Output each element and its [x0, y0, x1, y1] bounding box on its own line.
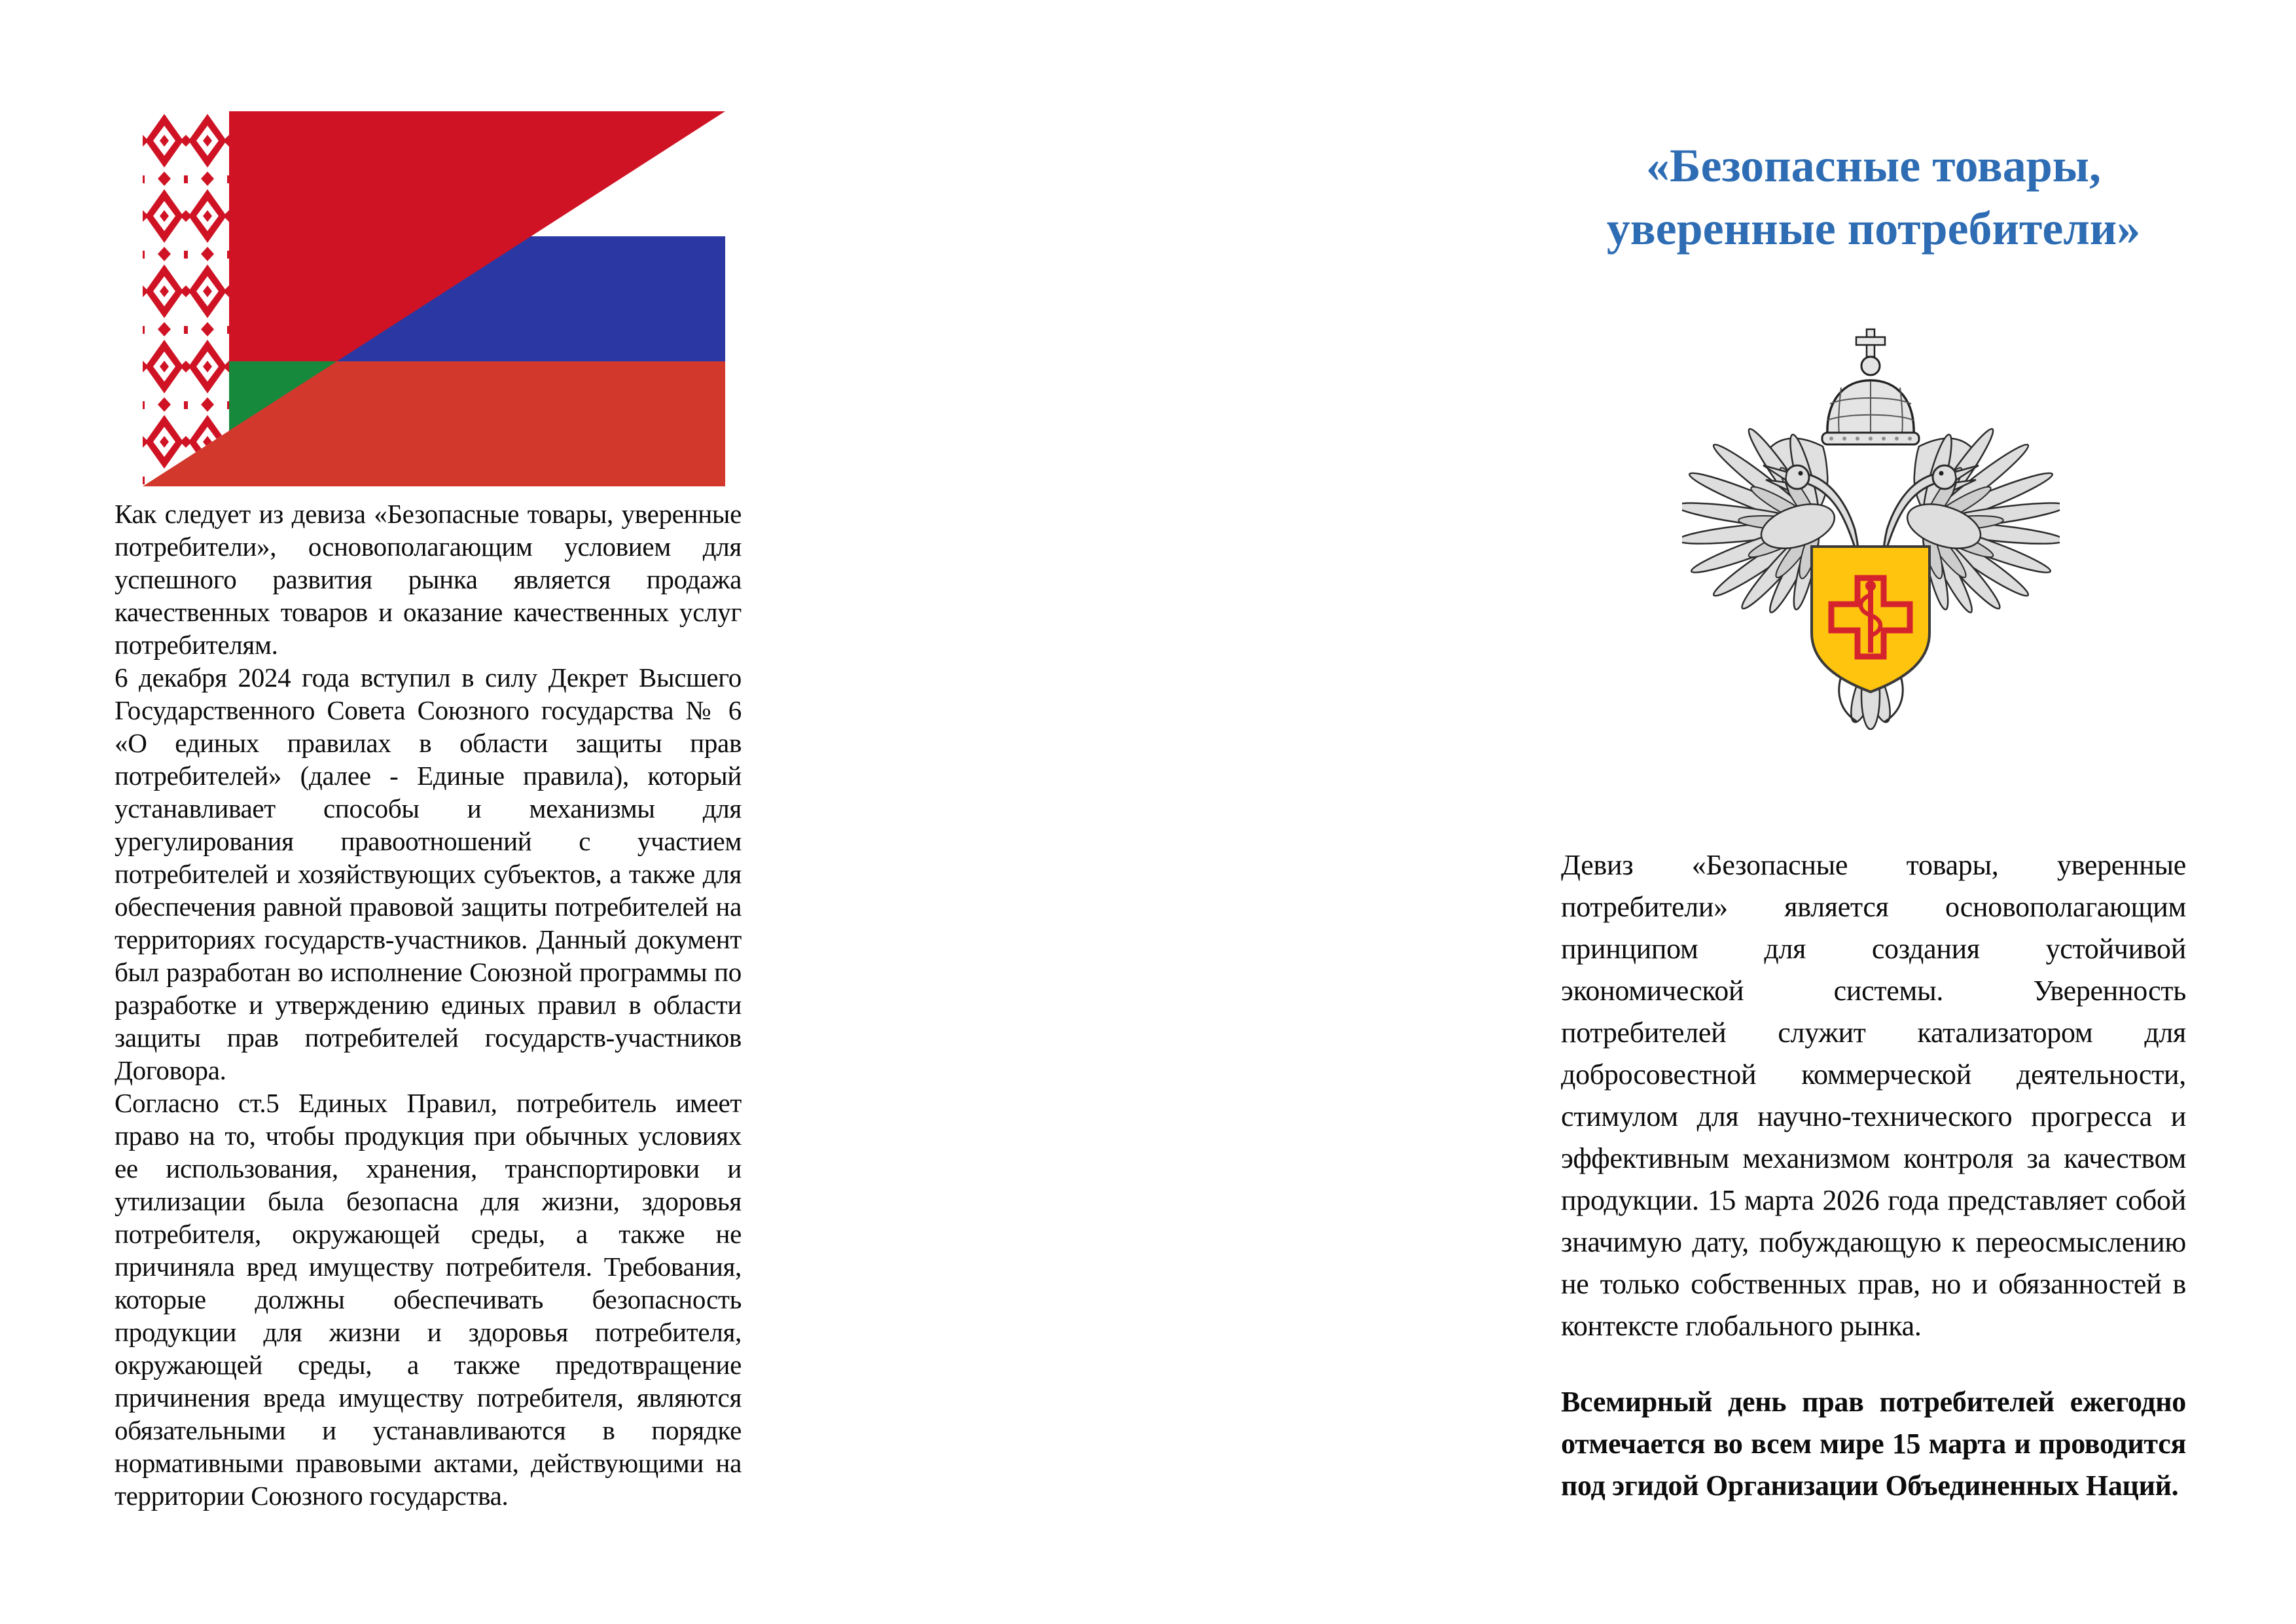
paragraph: Как следует из девиза «Безопасные товары, уверенные потребители», основополагающим условием для успешного развития рынка является продажа качественных товаров и оказание качественных услуг потребителям. — [115, 499, 742, 660]
page-title-line1: «Безопасные товары, — [1646, 139, 2101, 192]
paragraph: 6 декабря 2024 года вступил в силу Декрет Высшего Государственного Совета Союзного государства № 6 «О единых правилах в области защиты прав потребителей» (далее - Единые правила), который устанавливает способы и механизмы для урегулирования правоотношений с участием потребителей и хозяйствующих субъектов, а также для обеспечения равной правовой защиты потребителей на территориях государств-участников. Данный документ был разработан во исполнение Союзной программы по разработке и утверждению единых правил в области защиты прав потребителей государств-участников Договора. — [115, 662, 742, 1085]
crown-cross-icon — [1856, 329, 1885, 357]
union-state-flag-image — [143, 111, 725, 486]
rospotrebnadzor-emblem — [1682, 325, 2060, 736]
paragraph: Согласно ст.5 Единых Правил, потребитель имеет право на то, чтобы продукция при обычных условиях ее использования, хранения, транспортировки и утилизации была безопасна для жизни, здоровья потребителя, окружающей среды, а также не причиняла вред имуществу потребителя. Требования, которые должны обеспечивать безопасность продукции для жизни и здоровья потребителя, окружающей среды, а также предотвращение причинения вреда имуществу потребителя, являются обязательными и устанавливаются в порядке нормативными правовыми актами, действующими на территории Союзного государства. — [115, 1088, 742, 1511]
bold-paragraph: Всемирный день прав потребителей ежегодно отмечается во всем мире 15 марта и проводится под эгидой Организации Объединенных Наций. — [1561, 1386, 2186, 1502]
left-column-text — [115, 497, 742, 1512]
belarus-ornament-strip — [143, 111, 229, 486]
page-title — [1541, 134, 2206, 260]
page-title-line2: уверенные потребители» — [1606, 202, 2141, 255]
imperial-crown — [1822, 329, 1919, 444]
paragraph: Девиз «Безопасные товары, уверенные потребители» является основополагающим принципом для создания устойчивой экономической системы. Уверенность потребителей служит катализатором для добросовестной коммерческой деятельности, стимулом для научно-технического прогресса и эффективным механизмом контроля за качеством продукции. 15 марта 2026 года представляет собой значимую дату, побуждающую к переосмыслению не только собственных прав, но и обязанностей в контексте глобального рынка. — [1561, 849, 2186, 1342]
right-column-text — [1561, 844, 2186, 1507]
